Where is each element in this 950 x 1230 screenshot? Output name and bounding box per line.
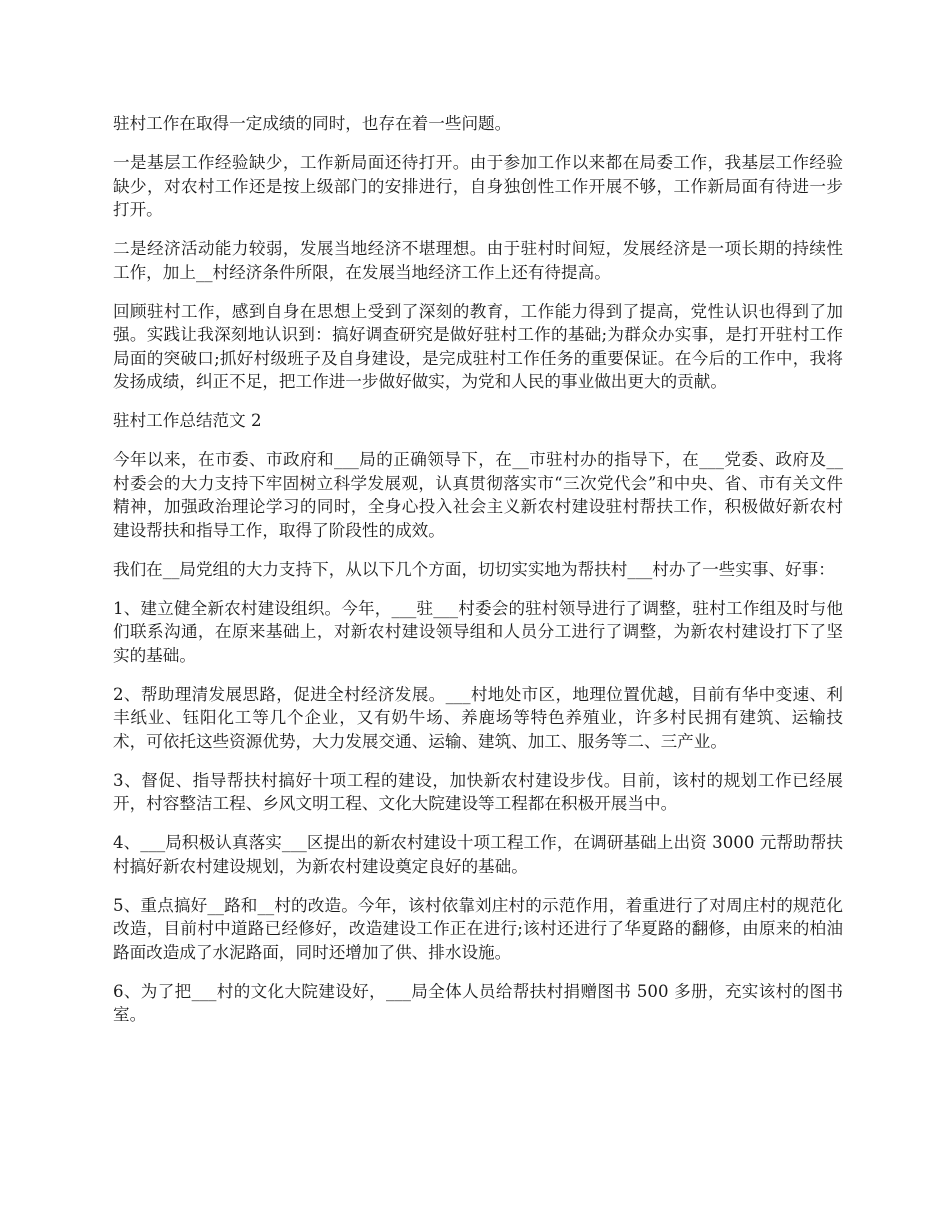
list-item-4: 4、___局积极认真落实___区提出的新农村建设十项工程工作，在调研基础上出资 3000 元帮助帮扶村搞好新农村建设规划，为新农村建设奠定良好的基础。 xyxy=(113,833,843,876)
paragraph-problem-one: 一是基层工作经验缺少，工作新局面还待打开。由于参加工作以来都在局委工作，我基层工作经验缺少，对农村工作还是按上级部门的安排进行，自身独创性工作开展不够，工作新局面有待进一步打开。 xyxy=(113,153,843,219)
list-item-5: 5、重点搞好__路和__村的改造。今年，该村依靠刘庄村的示范作用，着重进行了对周庄村的规范化改造，目前村中道路已经修好，改造建设工作正在进行;该村还进行了华夏路的翻修，由原来的柏油路面改造成了水泥路面，同时还增加了供、排水设施。 xyxy=(113,895,843,962)
list-item-2: 2、帮助理清发展思路，促进全村经济发展。___村地处市区，地理位置优越，目前有华中变速、利丰纸业、钰阳化工等几个企业，又有奶牛场、养鹿场等特色养殖业，许多村民拥有建筑、运输技术，可依托这些资源优势，大力发展交通、运输、建筑、加工、服务等二、三产业。 xyxy=(113,684,843,751)
list-item-3: 3、督促、指导帮扶村搞好十项工程的建设，加快新农村建设步伐。目前，该村的规划工作已经展开，村容整洁工程、乡风文明工程、文化大院建设等工程都在积极开展当中。 xyxy=(113,770,843,813)
document-page xyxy=(113,112,843,1042)
list-item-6: 6、为了把___村的文化大院建设好，___局全体人员给帮扶村捐赠图书 500 多册，充实该村的图书室。 xyxy=(113,981,843,1024)
section-heading: 驻村工作总结范文 2 xyxy=(113,411,262,430)
list-item-1: 1、建立健全新农村建设组织。今年，___驻___村委会的驻村领导进行了调整，驻村工作组及时与他们联系沟通，在原来基础上，对新农村建设领导组和人员分工进行了调整，为新农村建设打下了坚实的基础。 xyxy=(113,598,843,665)
paragraph-problems-intro: 驻村工作在取得一定成绩的同时，也存在着一些问题。 xyxy=(113,114,512,133)
paragraph-problem-two: 二是经济活动能力较弱，发展当地经济不堪理想。由于驻村时间短，发展经济是一项长期的持续性工作，加上__村经济条件所限，在发展当地经济工作上还有待提高。 xyxy=(113,239,843,282)
paragraph-support: 我们在__局党组的大力支持下，从以下几个方面，切切实实地为帮扶村___村办了一些实事、好事： xyxy=(113,559,835,579)
paragraph-review: 回顾驻村工作，感到自身在思想上受到了深刻的教育，工作能力得到了提高，党性认识也得到了加强。实践让我深刻地认识到：搞好调查研究是做好驻村工作的基础;为群众办实事，是打开驻村工作局面的突破口;抓好村级班子及自身建设，是完成驻村工作任务的重要保证。在今后的工作中，我将发扬成绩，纠正不足，把工作进一步做好做实，为党和人民的事业做出更大的贡献。 xyxy=(113,301,843,391)
paragraph-intro-2: 今年以来，在市委、市政府和___局的正确领导下，在__市驻村办的指导下，在___党委、政府及__村委会的大力支持下牢固树立科学发展观，认真贯彻落实市“三次党代会”和中央、省、市有关文件精神，加强政治理论学习的同时，全身心投入社会主义新农村建设驻村帮扶工作，积极做好新农村建设帮扶和指导工作，取得了阶段性的成效。 xyxy=(113,450,843,540)
